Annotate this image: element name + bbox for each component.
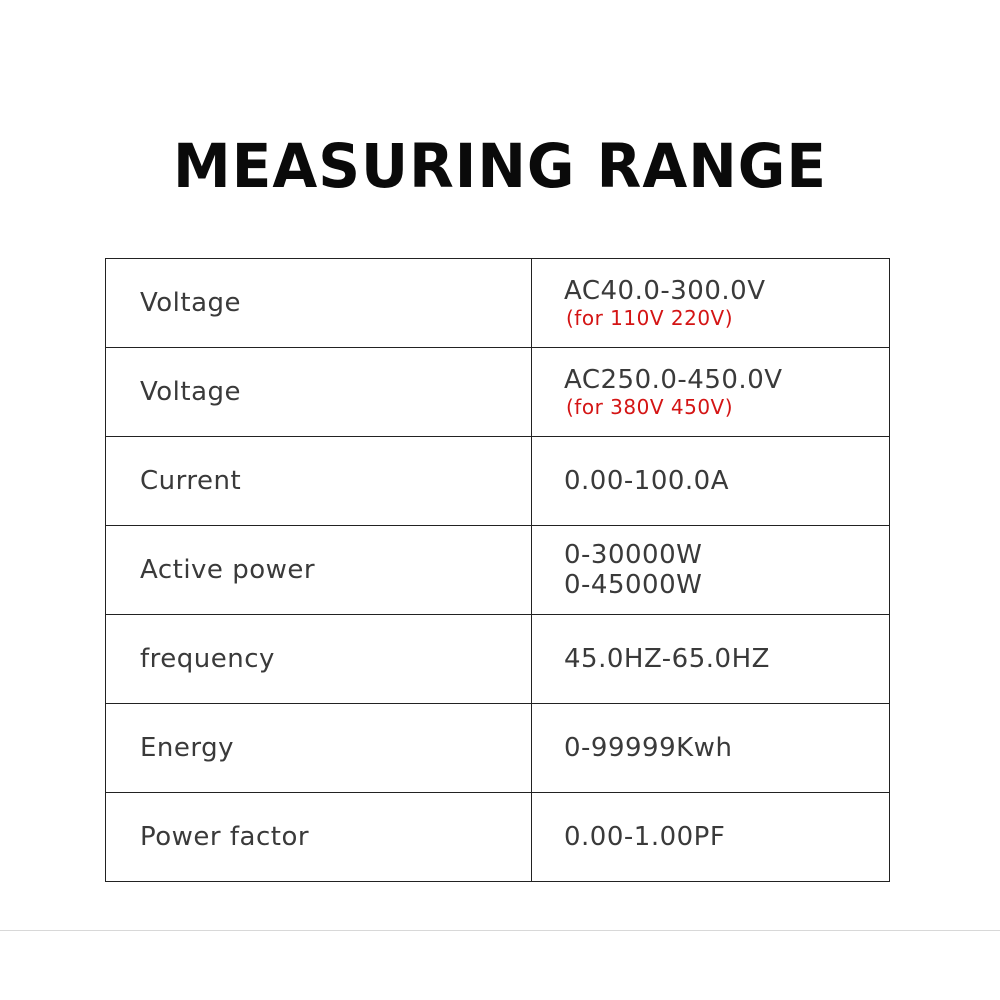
- value-note: (for 380V 450V): [566, 395, 734, 419]
- table-row: [106, 348, 890, 437]
- row-value: [532, 704, 890, 793]
- row-label: Voltage: [106, 348, 532, 437]
- row-label: Voltage: [106, 259, 532, 348]
- table-row: [106, 615, 890, 704]
- row-label: Current: [106, 437, 532, 526]
- value-text: AC40.0-300.0V: [564, 276, 766, 306]
- row-value: [532, 793, 890, 882]
- value-text: AC250.0-450.0V: [564, 365, 783, 395]
- row-label: Active power: [106, 526, 532, 615]
- value-text: 0.00-1.00PF: [564, 822, 726, 852]
- measuring-range-table: [105, 258, 890, 882]
- row-value: [532, 615, 890, 704]
- page-title: MEASURING RANGE: [173, 130, 827, 202]
- row-value: [532, 348, 890, 437]
- row-value: [532, 437, 890, 526]
- row-label: Energy: [106, 704, 532, 793]
- bottom-divider: [0, 930, 1000, 931]
- value-text: 0.00-100.0A: [564, 466, 729, 496]
- row-value: [532, 526, 890, 615]
- table-row: [106, 437, 890, 526]
- value-text: 0-99999Kwh: [564, 733, 733, 763]
- value-note: (for 110V 220V): [566, 306, 734, 330]
- table-row: [106, 526, 890, 615]
- table-row: [106, 704, 890, 793]
- value-text: 0-30000W: [564, 540, 703, 570]
- row-label: frequency: [106, 615, 532, 704]
- row-label: Power factor: [106, 793, 532, 882]
- table-row: [106, 793, 890, 882]
- table-row: [106, 259, 890, 348]
- value-text: 0-45000W: [564, 570, 703, 600]
- row-value: [532, 259, 890, 348]
- value-text: 45.0HZ-65.0HZ: [564, 644, 770, 674]
